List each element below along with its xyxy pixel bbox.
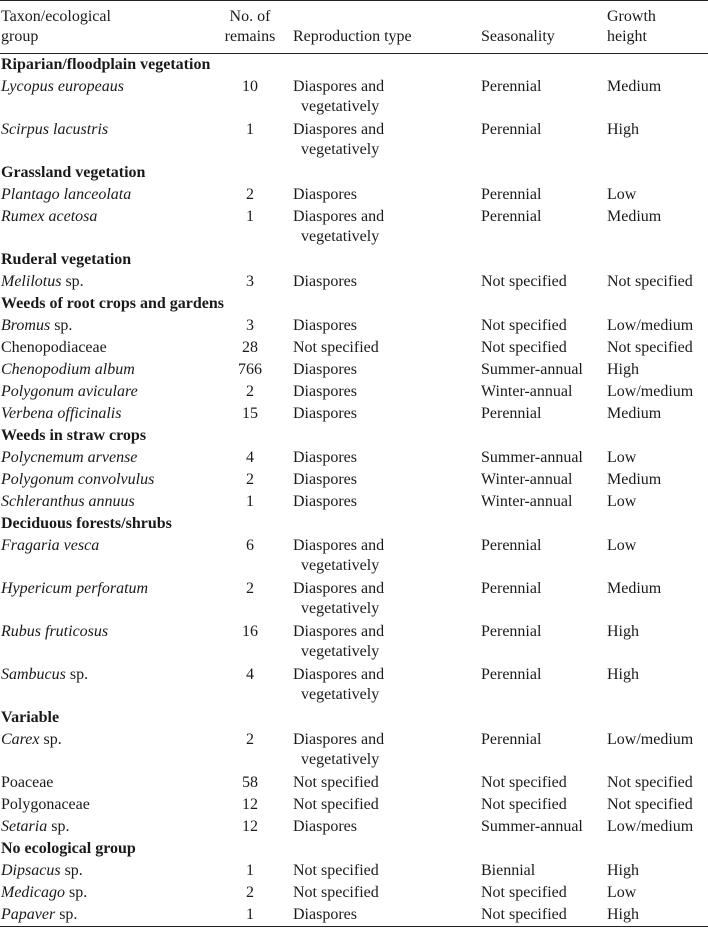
growth-cell: Low [607, 884, 637, 901]
taxon-suffix: sp. [65, 666, 89, 683]
taxon-name: Setaria [1, 818, 48, 835]
reproduction-line: Diaspores and [293, 666, 385, 683]
taxon-cell [0, 447, 207, 469]
seasonality-cell: Perennial [481, 537, 542, 554]
seasonality-cell: Not specified [481, 906, 567, 923]
reproduction-cell [293, 860, 481, 882]
remains-cell: 16 [242, 623, 258, 640]
growth-cell: Low [607, 186, 637, 203]
reproduction-cell [293, 447, 481, 469]
group-row [0, 293, 708, 315]
seasonality-cell: Winter-annual [481, 383, 573, 400]
remains-cell: 3 [246, 317, 254, 334]
group-row [0, 54, 708, 77]
reproduction-line: vegetatively [301, 643, 380, 660]
remains-cell: 2 [246, 580, 254, 597]
reproduction-cell [293, 403, 481, 425]
table-row [0, 621, 708, 664]
reproduction-line: vegetatively [301, 600, 380, 617]
table-row [0, 206, 708, 249]
taxon-name: Lycopus europeaus [1, 78, 124, 95]
reproduction-cell [293, 664, 481, 707]
header-row [0, 1, 708, 54]
growth-cell: High [607, 623, 639, 640]
taxon-suffix: sp. [50, 317, 73, 334]
table-row [0, 469, 708, 491]
reproduction-cell [293, 359, 481, 381]
seasonality-cell: Perennial [481, 666, 542, 683]
header-seasonality: Seasonality [481, 28, 555, 45]
remains-cell: 28 [242, 339, 258, 356]
reproduction-cell [293, 271, 481, 293]
table-row [0, 491, 708, 513]
reproduction-line: Not specified [293, 862, 379, 879]
growth-cell: Medium [607, 471, 662, 488]
reproduction-line: Diaspores [293, 186, 357, 203]
table-row [0, 271, 708, 293]
seasonality-cell: Not specified [481, 774, 567, 791]
remains-cell: 10 [242, 78, 258, 95]
remains-cell: 58 [242, 774, 258, 791]
taxon-cell [0, 816, 207, 838]
group-heading: Deciduous forests/shrubs [1, 515, 172, 532]
taxon-cell [0, 882, 207, 904]
table-row [0, 119, 708, 162]
reproduction-cell [293, 729, 481, 772]
reproduction-line: Diaspores [293, 471, 357, 488]
table-row [0, 860, 708, 882]
taxon-suffix: sp. [39, 731, 62, 748]
table-row [0, 403, 708, 425]
remains-cell: 1 [246, 121, 254, 138]
taxon-name: Polygonum convolvulus [1, 471, 155, 488]
growth-cell: Low/medium [607, 731, 694, 748]
group-row [0, 513, 708, 535]
remains-cell: 12 [242, 796, 258, 813]
group-heading: Weeds of root crops and gardens [1, 295, 224, 312]
reproduction-cell [293, 904, 481, 927]
taxon-cell [0, 315, 207, 337]
seasonality-cell: Not specified [481, 796, 567, 813]
taxon-name: Polygonaceae [1, 796, 90, 813]
growth-cell: Low/medium [607, 317, 694, 334]
table-row [0, 447, 708, 469]
taxon-name: Medicago [1, 884, 65, 901]
remains-cell: 766 [238, 361, 262, 378]
taxon-cell [0, 469, 207, 491]
taxon-name: Melilotus [1, 273, 62, 290]
reproduction-cell [293, 381, 481, 403]
reproduction-line: Diaspores and [293, 580, 385, 597]
taxon-name: Rumex acetosa [1, 208, 98, 225]
group-row [0, 425, 708, 447]
seasonality-cell: Perennial [481, 78, 542, 95]
taxon-cell [0, 206, 207, 249]
group-heading: Variable [1, 709, 60, 726]
reproduction-line: Diaspores and [293, 537, 385, 554]
seasonality-cell: Not specified [481, 273, 567, 290]
growth-cell: Low/medium [607, 383, 694, 400]
taxon-cell [0, 664, 207, 707]
reproduction-cell [293, 315, 481, 337]
reproduction-cell [293, 535, 481, 578]
seasonality-cell: Perennial [481, 186, 542, 203]
remains-cell: 6 [246, 537, 254, 554]
table-row [0, 772, 708, 794]
growth-cell: Medium [607, 78, 662, 95]
header-growth: Growth height [607, 8, 656, 45]
remains-cell: 2 [246, 731, 254, 748]
taxon-cell [0, 621, 207, 664]
taxon-suffix: sp. [61, 273, 84, 290]
taxon-cell [0, 578, 207, 621]
taxon-cell [0, 860, 207, 882]
reproduction-cell [293, 491, 481, 513]
table-row [0, 337, 708, 359]
reproduction-cell [293, 76, 481, 119]
reproduction-cell [293, 794, 481, 816]
taxon-cell [0, 381, 207, 403]
taxon-name: Polycnemum arvense [1, 449, 138, 466]
table-row [0, 664, 708, 707]
remains-cell: 2 [246, 186, 254, 203]
seasonality-cell: Perennial [481, 580, 542, 597]
growth-cell: Low/medium [607, 818, 694, 835]
taxon-name: Schleranthus annuus [1, 493, 135, 510]
reproduction-line: Not specified [293, 884, 379, 901]
reproduction-line: Diaspores [293, 273, 357, 290]
table-row [0, 359, 708, 381]
reproduction-line: Diaspores [293, 383, 357, 400]
reproduction-line: Not specified [293, 339, 379, 356]
taxon-cell [0, 904, 207, 927]
table-body [0, 54, 708, 927]
reproduction-cell [293, 337, 481, 359]
growth-cell: Low [607, 537, 637, 554]
reproduction-line: Diaspores [293, 449, 357, 466]
growth-cell: High [607, 666, 639, 683]
growth-cell: Medium [607, 208, 662, 225]
taxon-name: Hypericum perforatum [1, 580, 149, 597]
reproduction-line: vegetatively [301, 228, 380, 245]
reproduction-cell [293, 816, 481, 838]
growth-cell: Not specified [607, 273, 693, 290]
taxon-cell [0, 359, 207, 381]
remains-cell: 4 [246, 449, 254, 466]
reproduction-cell [293, 206, 481, 249]
reproduction-cell [293, 882, 481, 904]
taxon-name: Fragaria vesca [1, 537, 100, 554]
taxon-cell [0, 729, 207, 772]
remains-cell: 2 [246, 884, 254, 901]
growth-cell: Not specified [607, 774, 693, 791]
reproduction-line: vegetatively [301, 141, 380, 158]
table-row [0, 816, 708, 838]
group-heading: No ecological group [1, 840, 136, 857]
seasonality-cell: Summer-annual [481, 449, 583, 466]
reproduction-line: vegetatively [301, 98, 380, 115]
taxon-name: Poaceae [1, 774, 54, 791]
growth-cell: High [607, 862, 639, 879]
remains-cell: 1 [246, 493, 254, 510]
remains-cell: 1 [246, 208, 254, 225]
taxon-cell [0, 337, 207, 359]
reproduction-line: Diaspores and [293, 731, 385, 748]
remains-cell: 1 [246, 862, 254, 879]
growth-cell: Medium [607, 580, 662, 597]
group-heading: Weeds in straw crops [1, 427, 147, 444]
taxon-cell [0, 772, 207, 794]
seasonality-cell: Summer-annual [481, 818, 583, 835]
group-heading: Grassland vegetation [1, 164, 146, 181]
seasonality-cell: Not specified [481, 317, 567, 334]
taxon-name: Bromus [1, 317, 51, 334]
header-taxon: Taxon/ecological group [1, 8, 111, 45]
seasonality-cell: Perennial [481, 208, 542, 225]
taxon-cell [0, 535, 207, 578]
reproduction-line: Diaspores [293, 361, 357, 378]
taxon-name: Polygonum aviculare [1, 383, 138, 400]
reproduction-line: Diaspores and [293, 623, 385, 640]
table-row [0, 904, 708, 927]
reproduction-line: vegetatively [301, 686, 380, 703]
group-heading: Ruderal vegetation [1, 251, 132, 268]
seasonality-cell: Summer-annual [481, 361, 583, 378]
table-row [0, 578, 708, 621]
taxon-suffix: sp. [55, 906, 78, 923]
reproduction-cell [293, 184, 481, 206]
taxon-name: Dipsacus [1, 862, 61, 879]
seasonality-cell: Not specified [481, 884, 567, 901]
table-row [0, 381, 708, 403]
reproduction-line: Diaspores [293, 405, 357, 422]
taxon-cell [0, 491, 207, 513]
taxon-cell [0, 271, 207, 293]
taxon-suffix: sp. [64, 884, 88, 901]
seasonality-cell: Biennial [481, 862, 536, 879]
seasonality-cell: Winter-annual [481, 471, 573, 488]
group-row [0, 838, 708, 860]
seasonality-cell: Perennial [481, 623, 542, 640]
growth-cell: High [607, 361, 639, 378]
taxon-cell [0, 794, 207, 816]
reproduction-line: Diaspores [293, 493, 357, 510]
taxon-name: Chenopodiaceae [1, 339, 107, 356]
table-row [0, 882, 708, 904]
reproduction-cell [293, 772, 481, 794]
taxon-name: Carex [1, 731, 40, 748]
reproduction-cell [293, 469, 481, 491]
table-row [0, 794, 708, 816]
table-row [0, 76, 708, 119]
remains-cell: 3 [246, 273, 254, 290]
taxon-name: Papaver [1, 906, 56, 923]
table-row [0, 535, 708, 578]
growth-cell: High [607, 121, 639, 138]
taxon-name: Verbena officinalis [1, 405, 122, 422]
seasonality-cell: Not specified [481, 339, 567, 356]
taxon-cell [0, 403, 207, 425]
growth-cell: Medium [607, 405, 662, 422]
reproduction-line: Not specified [293, 774, 379, 791]
taxon-name: Chenopodium album [1, 361, 135, 378]
header-reproduction: Reproduction type [293, 28, 412, 45]
group-row [0, 162, 708, 184]
remains-cell: 12 [242, 818, 258, 835]
table-row [0, 184, 708, 206]
seasonality-cell: Perennial [481, 121, 542, 138]
header-remains: No. of remains [224, 8, 276, 45]
remains-cell: 15 [242, 405, 258, 422]
seasonality-cell: Perennial [481, 405, 542, 422]
taxon-name: Rubus fruticosus [1, 623, 109, 640]
taxon-cell [0, 76, 207, 119]
taxon-name: Scirpus lacustris [1, 121, 109, 138]
remains-cell: 4 [246, 666, 254, 683]
growth-cell: Low [607, 493, 637, 510]
seasonality-cell: Perennial [481, 731, 542, 748]
taxon-name: Sambucus [1, 666, 66, 683]
remains-cell: 2 [246, 383, 254, 400]
reproduction-cell [293, 119, 481, 162]
group-heading: Riparian/floodplain vegetation [1, 56, 211, 73]
reproduction-line: Diaspores [293, 906, 357, 923]
growth-cell: Not specified [607, 339, 693, 356]
growth-cell: Low [607, 449, 637, 466]
taxon-suffix: sp. [47, 818, 70, 835]
growth-cell: Not specified [607, 796, 693, 813]
growth-cell: High [607, 906, 639, 923]
reproduction-line: Not specified [293, 796, 379, 813]
taxon-cell [0, 119, 207, 162]
table-row [0, 729, 708, 772]
reproduction-line: vegetatively [301, 751, 380, 768]
reproduction-line: Diaspores and [293, 78, 385, 95]
group-row [0, 249, 708, 271]
reproduction-cell [293, 621, 481, 664]
reproduction-line: Diaspores [293, 818, 357, 835]
taxon-suffix: sp. [60, 862, 83, 879]
reproduction-line: Diaspores and [293, 121, 385, 138]
remains-cell: 1 [246, 906, 254, 923]
reproduction-cell [293, 578, 481, 621]
table-row [0, 315, 708, 337]
reproduction-line: Diaspores [293, 317, 357, 334]
seasonality-cell: Winter-annual [481, 493, 573, 510]
taxon-cell [0, 184, 207, 206]
reproduction-line: vegetatively [301, 557, 380, 574]
remains-cell: 2 [246, 471, 254, 488]
reproduction-line: Diaspores and [293, 208, 385, 225]
taxon-name: Plantago lanceolata [1, 186, 132, 203]
group-row [0, 707, 708, 729]
